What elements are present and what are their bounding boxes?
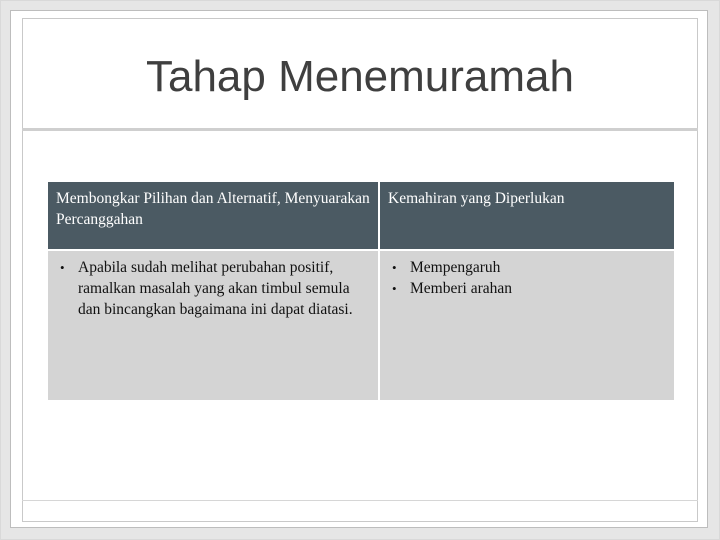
table-row — [47, 250, 675, 401]
list-item-text: Memberi arahan — [410, 280, 512, 297]
bullet-list — [56, 257, 370, 320]
table-header-row — [47, 181, 675, 250]
table-cell — [379, 250, 675, 401]
list-item — [388, 257, 666, 278]
list-item-text: Mempengaruh — [410, 259, 501, 276]
table-cell — [47, 250, 379, 401]
slide-title: Tahap Menemuramah — [145, 52, 574, 101]
bullet-icon: • — [392, 260, 397, 275]
table-header-cell: Kemahiran yang Diperlukan — [379, 181, 675, 250]
list-item — [388, 278, 666, 299]
bullet-icon: • — [392, 281, 397, 296]
list-item — [56, 257, 370, 320]
bullet-list — [388, 257, 666, 299]
bullet-icon: • — [60, 260, 65, 275]
table-header-cell: Membongkar Pilihan dan Alternatif, Menyuarakan Percanggahan — [47, 181, 379, 250]
list-item-text: Apabila sudah melihat perubahan positif, ramalkan masalah yang akan timbul semula dan bincangkan bagaimana ini dapat diatasi. — [78, 259, 353, 318]
bottom-divider — [22, 500, 698, 501]
content-table — [46, 180, 676, 402]
title-divider — [22, 128, 698, 131]
content-table-wrapper — [46, 180, 676, 402]
title-area — [22, 18, 698, 130]
